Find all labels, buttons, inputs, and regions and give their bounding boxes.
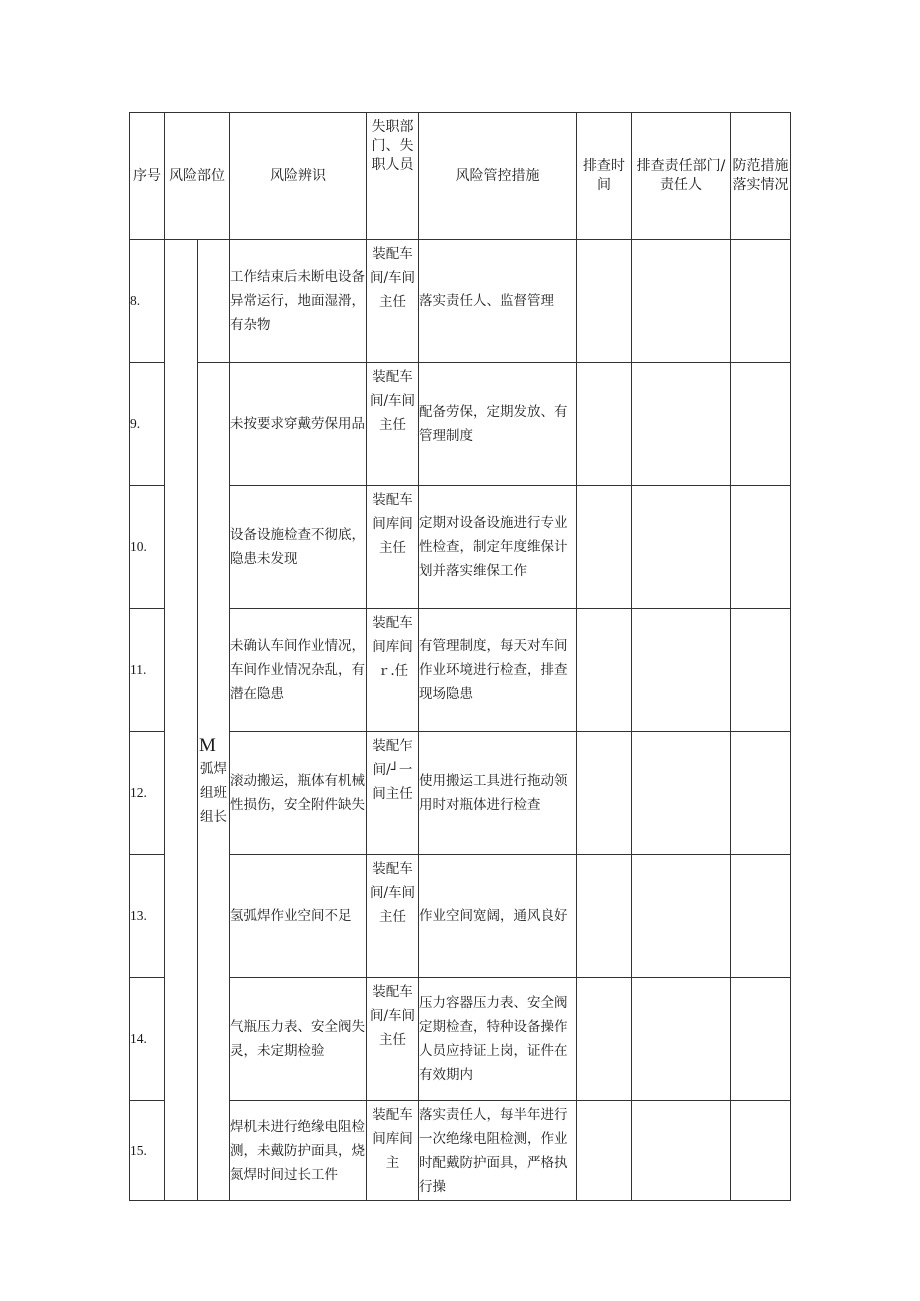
header-risk-part: 风险部位: [165, 113, 230, 240]
table-row: [130, 609, 791, 732]
inspection-responsible-cell: [632, 978, 731, 1101]
group-mark: M: [199, 734, 216, 756]
responsible-dept: 装配车间/车间主任: [367, 363, 419, 486]
inspection-time-cell: [577, 1101, 632, 1201]
implementation-status-cell: [731, 486, 791, 609]
table-row: [130, 363, 791, 486]
responsible-dept: 装配车间/车间主任: [367, 855, 419, 978]
inspection-time-cell: [577, 240, 632, 363]
inspection-time-cell: [577, 363, 632, 486]
inspection-responsible-cell: [632, 1101, 731, 1201]
table-row: [130, 486, 791, 609]
team-group-cell: [198, 363, 230, 1201]
table-row: [130, 732, 791, 855]
risk-identification: 焊机未进行绝缘电阻检测，未戴防护面具，烧氮焊时间过长工件: [230, 1101, 367, 1201]
implementation-status-cell: [731, 732, 791, 855]
responsible-dept: 装配车间/车间主任: [367, 240, 419, 363]
inspection-time-cell: [577, 732, 632, 855]
risk-identification: 未按要求穿戴劳保用品: [230, 363, 367, 486]
inspection-time-cell: [577, 855, 632, 978]
inspection-time-cell: [577, 978, 632, 1101]
implementation-status-cell: [731, 240, 791, 363]
row-seq: 11.: [130, 609, 165, 732]
control-measure: 落实责任人，每半年进行一次绝缘电阻检测，作业时配戴防护面具，严格执行操: [419, 1101, 577, 1201]
inspection-responsible-cell: [632, 609, 731, 732]
header-seq: 序号: [130, 113, 165, 240]
header-control-measures: 风险管控措施: [419, 113, 577, 240]
group-top-cell: [198, 240, 230, 363]
header-responsible-dept: 失职部门、失职人员: [367, 113, 419, 240]
inspection-responsible-cell: [632, 855, 731, 978]
responsible-dept: 装配车间库间主任: [367, 486, 419, 609]
inspection-responsible-cell: [632, 486, 731, 609]
inspection-responsible-cell: [632, 363, 731, 486]
control-measure: 作业空间宽阔，通风良好: [419, 855, 577, 978]
row-seq: 8.: [130, 240, 165, 363]
implementation-status-cell: [731, 609, 791, 732]
control-measure: 定期对设备设施进行专业性检查，制定年度维保计划并落实维保工作: [419, 486, 577, 609]
risk-identification: 工作结束后未断电设备异常运行，地面湿滑，有杂物: [230, 240, 367, 363]
header-inspection-responsible: 排查责任部门/责任人: [632, 113, 731, 240]
responsible-dept: 装配车间/车间主任: [367, 978, 419, 1101]
risk-identification: 未确认车间作业情况，车间作业情况杂乱，有潜在隐患: [230, 609, 367, 732]
responsible-dept: 装配车间库间主: [367, 1101, 419, 1201]
control-measure: 有管理制度，每天对车间作业环境进行检查，排查现场隐患: [419, 609, 577, 732]
table-row: [130, 855, 791, 978]
responsible-dept: 装配车间库间ｒ.任: [367, 609, 419, 732]
inspection-responsible-cell: [632, 732, 731, 855]
risk-identification: 设备设施检查不彻底，隐患未发现: [230, 486, 367, 609]
row-seq: 14.: [130, 978, 165, 1101]
risk-identification: 滚动搬运，瓶体有机械性损伤，安全附件缺失: [230, 732, 367, 855]
responsible-dept: 装配乍间/┘一间主任: [367, 732, 419, 855]
control-measure: 使用搬运工具进行拖动领用时对瓶体进行检查: [419, 732, 577, 855]
table-row: [130, 240, 791, 363]
implementation-status-cell: [731, 978, 791, 1101]
implementation-status-cell: [731, 855, 791, 978]
inspection-responsible-cell: [632, 240, 731, 363]
inspection-time-cell: [577, 609, 632, 732]
risk-identification: 氢弧焊作业空间不足: [230, 855, 367, 978]
control-measure: 压力容器压力表、安全阀定期检查，特种设备操作人员应持证上岗，证件在有效期内: [419, 978, 577, 1101]
row-seq: 9.: [130, 363, 165, 486]
header-risk-identification: 风险辨识: [230, 113, 367, 240]
group-label: 弧焊组班组长: [200, 760, 227, 825]
control-measure: 配备劳保，定期发放、有管理制度: [419, 363, 577, 486]
row-seq: 15.: [130, 1101, 165, 1201]
row-seq: 13.: [130, 855, 165, 978]
implementation-status-cell: [731, 1101, 791, 1201]
implementation-status-cell: [731, 363, 791, 486]
risk-part-cell: [165, 240, 198, 1201]
row-seq: 12.: [130, 732, 165, 855]
header-implementation-status: 防范措施落实情况: [731, 113, 791, 240]
table-row: [130, 978, 791, 1101]
header-inspection-time: 排查时间: [577, 113, 632, 240]
row-seq: 10.: [130, 486, 165, 609]
control-measure: 落实责任人、监督管理: [419, 240, 577, 363]
inspection-time-cell: [577, 486, 632, 609]
table-header-row: [130, 113, 791, 240]
table-row: [130, 1101, 791, 1201]
risk-control-table: [129, 112, 791, 1201]
risk-identification: 气瓶压力表、安全阀失灵，未定期检验: [230, 978, 367, 1101]
